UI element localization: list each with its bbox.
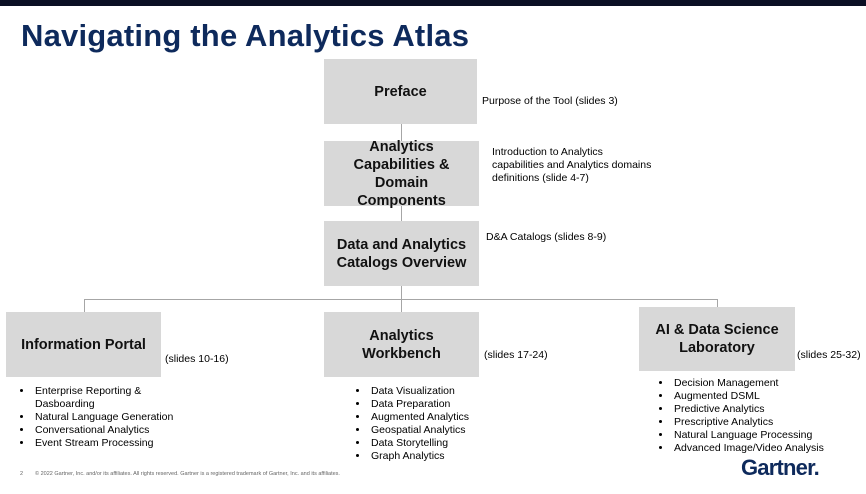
list-item: • Natural Language Processing	[672, 429, 866, 442]
list-item: • Natural Language Generation	[33, 411, 203, 424]
list-item: • Geospatial Analytics	[369, 424, 519, 437]
workbench-list	[353, 385, 519, 463]
list-item: • Graph Analytics	[369, 450, 519, 463]
portal-note: (slides 10-16)	[165, 353, 229, 365]
catalogs-note: D&A Catalogs (slides 8-9)	[486, 231, 607, 243]
catalogs-label: Data and Analytics Catalogs Overview	[336, 236, 467, 271]
lab-box	[639, 307, 795, 371]
lab-label: AI & Data Science Laboratory	[655, 322, 779, 356]
preface-label: Preface	[374, 83, 427, 100]
capabilities-label: Analytics Capabilities & Domain Components	[353, 138, 450, 209]
preface-note: Purpose of the Tool (slides 3)	[482, 95, 618, 107]
workbench-note: (slides 17-24)	[484, 349, 548, 361]
list-item: • Data Visualization	[369, 385, 519, 398]
lab-list	[656, 377, 866, 455]
workbench-box	[324, 312, 479, 377]
list-item: • Data Storytelling	[369, 437, 519, 450]
list-item: • Augmented Analytics	[369, 411, 519, 424]
connector-branch-portal	[84, 299, 85, 312]
lab-note: (slides 25-32)	[797, 349, 861, 361]
list-item: • Decision Management	[672, 377, 866, 390]
list-item: • Advanced Image/Video Analysis	[672, 442, 866, 455]
workbench-label: Analytics Workbench	[362, 327, 441, 362]
list-item: • Data Preparation	[369, 398, 519, 411]
capabilities-note: Introduction to Analytics capabilities and Analytics domains definitions (slide 4-7)	[492, 146, 652, 184]
catalogs-box	[324, 221, 479, 286]
page-number: 2	[20, 471, 24, 477]
portal-label: Information Portal	[21, 336, 146, 353]
preface-box	[324, 59, 477, 124]
page-title: Navigating the Analytics Atlas	[21, 18, 470, 53]
gartner-logo: Gartner.	[741, 455, 819, 480]
list-item: • Conversational Analytics	[33, 424, 203, 437]
capabilities-box	[324, 138, 479, 209]
top-bar	[0, 0, 866, 6]
list-item: • Prescriptive Analytics	[672, 416, 866, 429]
portal-box	[6, 312, 161, 377]
copyright-notice: © 2022 Gartner, Inc. and/or its affiliates. All rights reserved. Gartner is a registered trademark of Gartner, Inc. and its affiliates.	[35, 471, 340, 477]
portal-list	[17, 385, 203, 450]
list-item: • Augmented DSML	[672, 390, 866, 403]
connector-branch-lab	[717, 299, 718, 307]
list-item: • Event Stream Processing	[33, 437, 203, 450]
list-item: • Predictive Analytics	[672, 403, 866, 416]
list-item: • Enterprise Reporting & Dasboarding	[33, 385, 203, 411]
connector-branch-workbench	[401, 299, 402, 312]
connector-catalogs-branch	[401, 286, 402, 299]
